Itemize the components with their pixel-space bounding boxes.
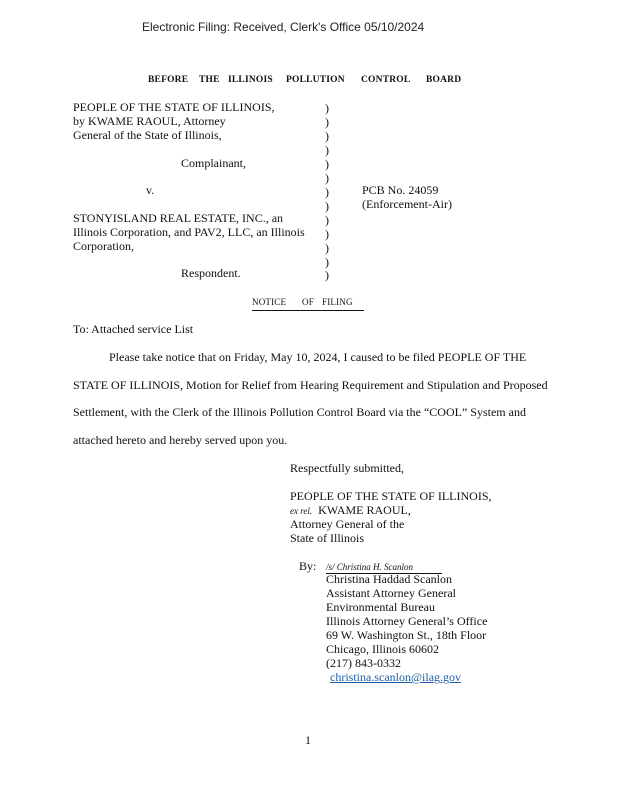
attorney-line-6: Chicago, Illinois 60602 [326,642,439,656]
caption-paren: ) [325,101,329,115]
attorney-line-2: Assistant Attorney General [326,586,456,600]
notice-title-word: NOTICE [252,297,287,307]
closing: Respectfully submitted, [290,461,404,475]
caption-plaintiff-line-2: by KWAME RAOUL, Attorney [73,114,226,128]
caption-respondent: Respondent. [181,266,241,280]
board-title-the: THE [199,75,220,85]
board-title-board: BOARD [426,75,462,85]
caption-paren: ) [325,171,329,185]
signatory-line-1: PEOPLE OF THE STATE OF ILLINOIS, [290,489,492,503]
notice-title-word: FILING [322,297,353,307]
ex-rel: ex rel. [290,506,313,516]
caption-paren: ) [325,213,329,227]
caption-paren: ) [325,241,329,255]
caption-complainant: Complainant, [181,156,246,170]
case-number: PCB No. 24059 [362,183,439,197]
board-title-illinois: ILLINOIS [228,75,273,85]
caption-paren: ) [325,227,329,241]
caption-plaintiff-line-1: PEOPLE OF THE STATE OF ILLINOIS, [73,100,275,114]
to-line: To: Attached service List [73,322,194,336]
caption-paren: ) [325,185,329,199]
notice-title [252,297,364,311]
caption-paren: ) [325,268,329,282]
board-title-pollution: POLLUTION [286,75,345,85]
body-line-2: STATE OF ILLINOIS, Motion for Relief from Hearing Requirement and Stipulation and Proposed [73,378,548,392]
caption-paren: ) [325,143,329,157]
caption-defendant-line-1: STONYISLAND REAL ESTATE, INC., an [73,211,284,225]
case-type: (Enforcement-Air) [362,197,452,211]
signature-line: /s/ Christina H. Scanlon [326,562,442,574]
caption-paren: ) [325,255,329,269]
body-line-1: Please take notice that on Friday, May 10, 2024, I caused to be filed PEOPLE OF THE [109,350,527,364]
attorney-line-5: 69 W. Washington St., 18th Floor [326,628,487,642]
caption-paren: ) [325,115,329,129]
caption-defendant-line-2: Illinois Corporation, and PAV2, LLC, an Illinois [73,225,305,239]
board-title-control: CONTROL [361,75,411,85]
caption-defendant-line-3: Corporation, [73,239,134,253]
email-link[interactable]: christina.scanlon@ilag.gov [330,670,462,684]
caption-paren: ) [325,157,329,171]
filing-header: Electronic Filing: Received, Clerk's Office 05/10/2024 [142,20,425,34]
attorney-line-1: Christina Haddad Scanlon [326,572,452,586]
notice-title-word: OF [302,297,314,307]
attorney-line-4: Illinois Attorney General’s Office [326,614,488,628]
body-line-3: Settlement, with the Clerk of the Illinois Pollution Control Board via the “COOL” System and [73,405,526,419]
caption-versus: v. [146,183,155,197]
body-line-4: attached hereto and hereby served upon you. [73,433,288,447]
page-number: 1 [305,733,311,747]
signatory-line-4: State of Illinois [290,531,364,545]
caption-paren: ) [325,199,329,213]
ag-name: KWAME RAOUL, [318,503,411,517]
caption-plaintiff-line-3: General of the State of Illinois, [73,128,222,142]
signatory-line-3: Attorney General of the [290,517,405,531]
by-label: By: [299,559,317,573]
attorney-line-3: Environmental Bureau [326,600,435,614]
board-title-before: BEFORE [148,75,189,85]
attorney-line-7: (217) 843-0332 [326,656,401,670]
caption-paren: ) [325,129,329,143]
